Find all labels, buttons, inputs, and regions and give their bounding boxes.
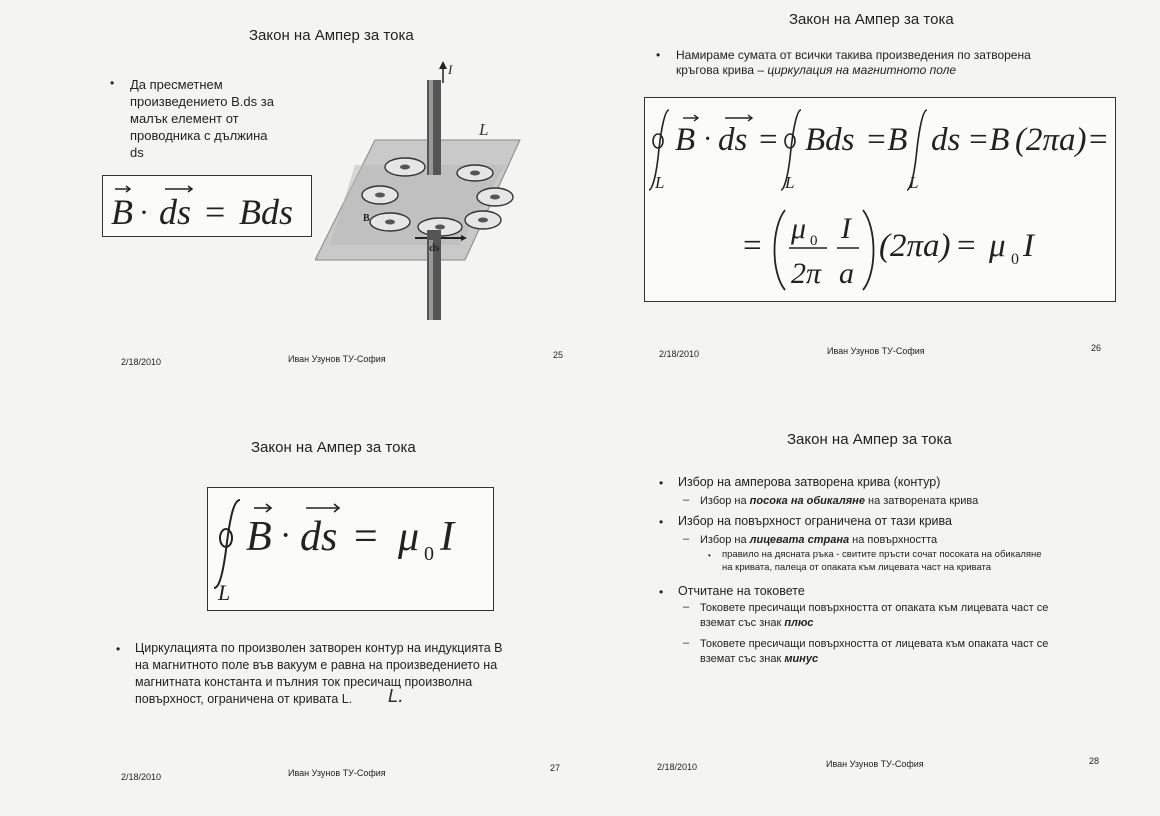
formula-box [207,487,494,611]
slide-26 [580,0,1160,408]
bullet-dot: • [116,642,121,656]
bullet-line: магнитната константа и пълния ток пресичащ произволна [135,675,473,689]
bullet-line: ds [130,145,144,160]
list-item: Отчитане на токовете [678,584,805,598]
list-item-emphasis: лицевата страна [749,534,850,546]
list-item: Токовете пресичащи повърхността от лицевата към опаката част се [700,638,1049,650]
vector-ds: ds [159,192,192,232]
list-item-emphasis: посока на обикаляне [749,495,865,507]
list-item [700,616,813,630]
equals-b: =B [865,122,908,158]
footer-author: Иван Узунов ТУ-София [288,354,386,364]
bullet-dot: • [659,515,664,529]
list-item: Избор на повърхност ограничена от тази крива [678,514,952,528]
equals-sign: = [1089,122,1108,158]
page-number: 25 [553,350,564,360]
mu-symbol: μ [989,228,1006,264]
list-item [700,533,937,547]
dash-marker: – [683,601,690,613]
equals-sign: = [743,228,762,264]
list-item-text: вземат със знак [700,617,785,629]
bullet-text: кръгова крива – [676,63,768,77]
list-item: Токовете пресичащи повърхността от опаката към лицевата част се [700,602,1049,614]
dash-marker: – [683,494,690,506]
ds-label: ds [429,242,440,254]
list-item-text: Избор на [700,534,750,546]
list-item-text: на затворената крива [864,495,979,507]
dash-marker: – [683,533,690,545]
vector-b: B [111,192,133,232]
bullet-line: Да пресметнем [130,77,223,92]
mu-subscript: 0 [1011,251,1019,268]
mu-subscript: 0 [810,233,818,249]
current-i: I [1023,228,1034,264]
mu-symbol: μ [398,514,420,560]
bullet-line: повърхност, ограничена от кривата L. [135,692,353,706]
list-item: правило на дясната ръка - свитите пръсти сочат посоката на обикаляне [722,549,1042,560]
footer-author: Иван Узунов ТУ-София [288,768,386,778]
wire-loop-illustration [315,55,525,325]
page-number: 27 [550,763,561,773]
bullet-line: малък елемент от [130,111,239,126]
formula-derivation [645,98,1115,301]
b-label: B [363,213,370,224]
bullet-line-2 [676,62,956,78]
equals-b: =B [967,122,1010,158]
equals-sign: = [354,514,378,560]
list-item-emphasis: плюс [784,617,814,629]
bullet-text-italic: циркулация на магнитното поле [767,63,957,77]
vector-b: B [246,514,272,560]
page-number: 26 [1091,343,1102,353]
mu-symbol: μ [791,212,807,245]
two-pi: 2π [791,257,822,290]
slide-title: Закон на Ампер за тока [249,27,414,44]
current-label: I [448,62,453,77]
formula-box [644,97,1116,302]
current-i: I [841,212,851,245]
bullet-line: на магнитното поле във вакуум е равна на произведението на [135,658,498,672]
integral-subscript: L [218,580,231,605]
ds-term: ds [931,122,961,158]
vector-ds: ds [300,514,338,560]
integral-subscript: L [909,173,919,192]
handwritten-annotation: L. [388,686,404,707]
footer-date: 2/18/2010 [657,762,698,772]
footer-date: 2/18/2010 [659,349,700,359]
footer-date: 2/18/2010 [121,357,162,367]
vector-b: B [675,122,696,158]
footer-author: Иван Узунов ТУ-София [827,346,925,356]
page-number: 28 [1089,756,1100,766]
two-pi-a-term: (2πa) [879,228,951,264]
equals-sign: = [759,122,778,158]
small-bullet: • [708,551,711,560]
equals-sign: = [957,228,976,264]
list-item: Избор на амперова затворена крива (контур) [678,475,941,489]
bullet-dot: • [659,585,664,599]
list-item [700,652,818,666]
slide-title: Закон на Ампер за тока [789,11,954,28]
list-item-text: Избор на [700,495,750,507]
slide-title: Закон на Ампер за тока [787,431,952,448]
slide-title: Закон на Ампер за тока [251,439,416,456]
bullet-dot: • [110,76,115,90]
list-item: на кривата, палеца от опаката към лицевата част на кривата [722,562,992,573]
vector-ds: ds [718,122,748,158]
footer-date: 2/18/2010 [121,772,162,782]
formula-box [102,175,312,237]
slide-25 [0,0,580,408]
bullet-line: Циркулацията по произволен затворен контур на индукцията В [135,641,503,655]
list-item-text: на повърхността [849,534,938,546]
rhs-bds: Bds [239,192,293,232]
integral-subscript: L [655,173,665,192]
bds-term: Bds [805,122,855,158]
mu-subscript: 0 [424,543,434,565]
dash-marker: – [683,637,690,649]
dot-operator: · [280,517,292,554]
dot-operator: · [139,196,149,229]
dot-operator: · [703,124,713,155]
list-item-text: вземат със знак [700,653,785,665]
bullet-line: проводника с дължина [130,128,268,143]
integral-subscript: L [785,173,795,192]
loop-label: L [479,120,489,139]
bullet-line: Намираме сумата от всички такива произведения по затворена [676,48,1031,62]
list-item [700,494,978,508]
two-pi-a-term: (2πa) [1015,122,1087,158]
slide-27 [0,408,580,816]
bullet-line: произведението B.ds за [130,94,274,109]
bullet-dot: • [659,476,664,490]
list-item-emphasis: минус [784,653,819,665]
equals-sign: = [205,192,226,232]
amperes-law-formula [208,488,493,610]
bullet-dot: • [656,48,661,62]
current-i: I [440,514,454,560]
footer-author: Иван Узунов ТУ-София [826,759,924,769]
formula-bds [103,176,311,236]
radius-a: a [839,257,854,290]
slide-28 [580,408,1160,816]
